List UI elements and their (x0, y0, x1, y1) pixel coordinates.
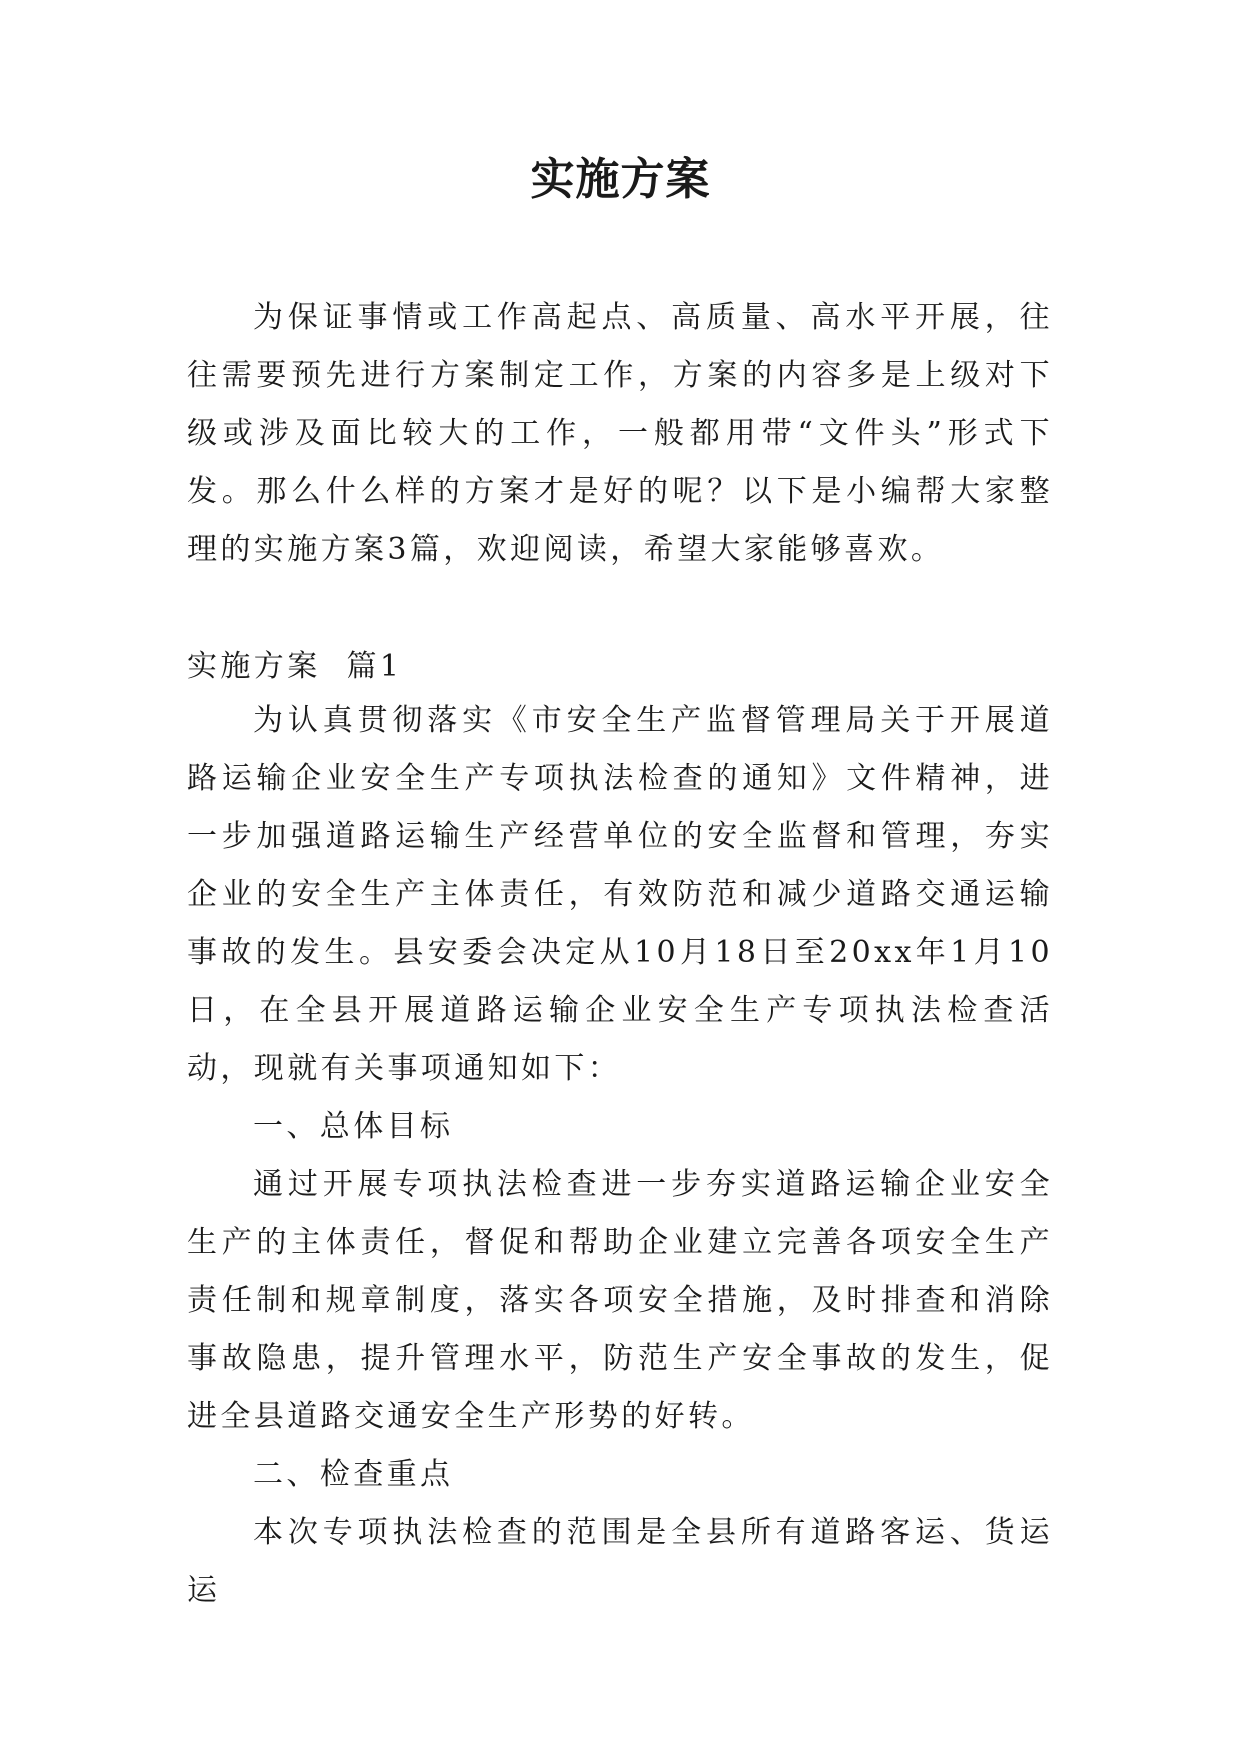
section-heading: 实施方案 篇1 (187, 649, 403, 684)
intro-paragraph: 为保证事情或工作高起点、高质量、高水平开展，往往需要预先进行方案制定工作，方案的内容多是上级对下级或涉及面比较大的工作，一般都用带“文件头”形式下发。那么什么样的方案才是好的呢？以下是小编帮大家整理的实施方案3篇，欢迎阅读，希望大家能够喜欢。 (187, 300, 1053, 567)
paragraph-general-goal: 通过开展专项执法检查进一步夯实道路运输企业安全生产的主体责任，督促和帮助企业建立完善各项安全生产责任制和规章制度，落实各项安全措施，及时排查和消除事故隐患，提升管理水平，防范生产安全事故的发生，促进全县道路交通安全生产形势的好转。 (187, 1167, 1053, 1434)
heading-inspection-focus: 二、检查重点 (253, 1457, 454, 1492)
paragraph-inspection-focus: 本次专项执法检查的范围是全县所有道路客运、货运运 (187, 1515, 1053, 1608)
page-title: 实施方案 (530, 154, 711, 205)
section-paragraph: 为认真贯彻落实《市安全生产监督管理局关于开展道路运输企业安全生产专项执法检查的通知》文件精神，进一步加强道路运输生产经营单位的安全监督和管理，夯实企业的安全生产主体责任，有效防范和减少道路交通运输事故的发生。县安委会决定从10月18日至20xx年1月10日，在全县开展道路运输企业安全生产专项执法检查活动，现就有关事项通知如下： (187, 703, 1053, 1086)
heading-general-goal: 一、总体目标 (253, 1109, 454, 1144)
